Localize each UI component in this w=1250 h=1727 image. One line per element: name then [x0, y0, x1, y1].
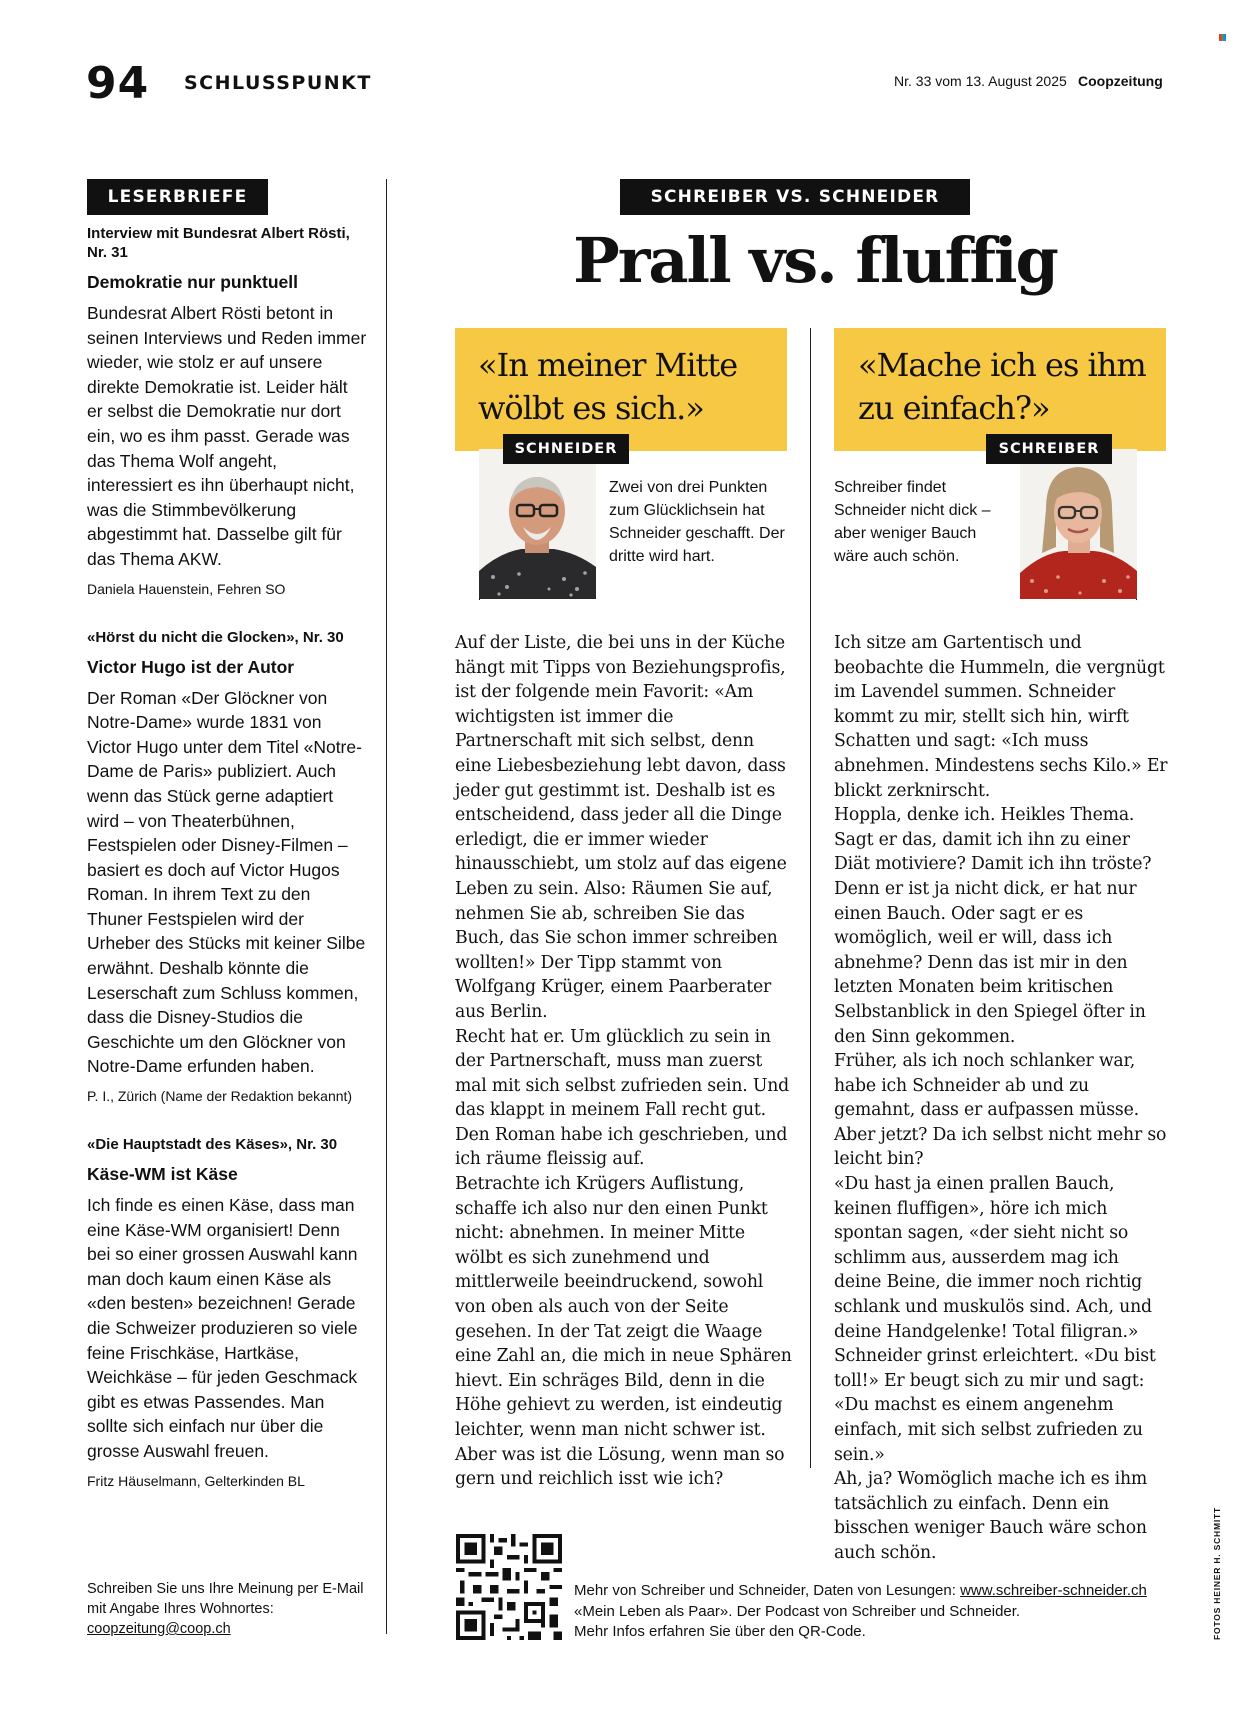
footer-text: Mehr von Schreiber und Schneider, Daten von Lesungen:: [574, 1582, 961, 1599]
letter-signature: Fritz Häuselmann, Gelterkinden BL: [87, 1472, 305, 1489]
paragraph: Recht hat er. Um glücklich zu sein in der Partnerschaft, muss man zuerst mal mit sich selbst zufrieden sein. Und das klappt in meinem Fall recht gut. Den Roman habe ich geschrieben, und ich räume fleissig auf.: [455, 1026, 790, 1170]
letters-label: LESERBRIEFE: [87, 179, 268, 215]
name-tag-schneider: SCHNEIDER: [503, 434, 629, 464]
color-mark-icon: [1219, 34, 1226, 41]
letter-reference: «Die Hauptstadt des Käses», Nr. 30: [87, 1136, 338, 1154]
contact-email-link[interactable]: coopzeitung@coop.ch: [87, 1621, 231, 1637]
photo-credit: FOTOS HEINER H. SCHMITT: [1212, 1507, 1222, 1640]
paragraph: «Du hast ja einen prallen Bauch, keinen fluffigen», höre ich mich spontan sagen, «der sieht nicht so schlimm aus, ausserdem mag ich deine Beine, die immer noch richtig schlank und muskulös sind. Ach, und deine Handgelenke! Total filigran.»: [834, 1174, 1152, 1342]
article-headline: Prall vs. fluffig: [573, 224, 1057, 297]
paragraph: Schneider grinst erleichtert. «Du bist toll!» Er beugt sich zu mir und sagt: «Du machst es einem angenehm einfach, mit sich selbst zufrieden zu sein.»: [834, 1346, 1156, 1465]
paragraph: Früher, als ich noch schlanker war, habe ich Schneider ab und zu gemahnt, dass er aufpassen müsse. Aber jetzt? Da ich selbst nicht mehr so leicht bin?: [834, 1051, 1167, 1170]
contact-text: Schreiben Sie uns Ihre Meinung per E-Mail mit Angabe Ihres Wohnortes:: [87, 1581, 364, 1617]
paragraph: Betrachte ich Krügers Auflistung, schaffe ich also nur den einen Punkt nicht: abnehmen. In meiner Mitte wölbt es sich zunehmend und mittlerweile beeindruckend, sowohl von oben als auch von der Seite gesehen. In der Tat zeigt die Waage eine Zahl an, die mich in neue Sphären hievt. Ein schräges Bild, denn in die Höhe gehievt zu werden, ist eindeutig leichter, wenn man nicht schwer ist. Aber was ist die Lösung, wenn man so gern und reichlich isst wie ich?: [455, 1174, 792, 1490]
letters-column: [87, 224, 367, 1520]
footer-text: «Mein Leben als Paar». Der Podcast von Schreiber und Schneider.: [574, 1602, 1021, 1620]
letter-reference: Interview mit Bundesrat Albert Rösti, Nr. 31: [87, 225, 350, 261]
letter-item: [87, 628, 367, 1106]
photo-caption-left: Zwei von drei Punkten zum Glücklichsein hat Schneider geschafft. Der dritte wird hart.: [609, 479, 785, 565]
photo-caption-right: Schreiber findet Schneider nicht dick – aber weniger Bauch wäre auch schön.: [834, 479, 991, 565]
letter-headline: Demokratie nur punktuell: [87, 272, 299, 292]
footer-text: Mehr Infos erfahren Sie über den QR-Code.: [574, 1623, 866, 1640]
letter-headline: Käse-WM ist Käse: [87, 1164, 238, 1185]
column-label: SCHREIBER VS. SCHNEIDER: [620, 179, 970, 215]
column-divider: [386, 179, 387, 1634]
qr-code-icon[interactable]: [456, 1534, 562, 1640]
footer-info: [574, 1581, 1174, 1643]
letter-item: [87, 224, 367, 598]
pull-quote-right: «Mache ich es ihm zu einfach?»: [858, 346, 1146, 427]
column-divider: [810, 328, 811, 1468]
paragraph: Auf der Liste, die bei uns in der Küche hängt mit Tipps von Beziehungsprofis, ist der folgende mein Favorit: «Am wichtigsten ist immer die Partnerschaft mit sich selbst, denn eine Liebesbeziehung lebt davon, dass jeder gut gestimmt ist. Deshalb ist es entscheidend, dass jeder all die Dinge erledigt, die er immer wieder hinausschiebt, um stolz auf das eigene Leben zu sein. Also: Räumen Sie auf, nehmen Sie ab, schreiben Sie das Buch, das Sie schon immer schreiben wollten!» Der Tipp stammt von Wolfgang Krüger, einem Paarberater aus Berlin.: [455, 633, 787, 1022]
letter-signature: P. I., Zürich (Name der Redaktion bekannt): [87, 1088, 353, 1105]
column-text-schreiber: [834, 631, 1170, 1566]
paragraph: Hoppla, denke ich. Heikles Thema. Sagt er das, damit ich ihn zu einer Diät motiviere? Damit ich ihn tröste? Denn er ist ja nicht dick, er hat nur einen Bauch. Oder sagt er es womöglich, weil er will, dass ich abnehme? Denn das ist mir in den letzten Monaten beim kritischen Selbstanblick in den Spiegel öfter in den Sinn gekommen.: [834, 805, 1152, 1047]
section-title: SCHLUSSPUNKT: [184, 72, 372, 94]
website-link[interactable]: www.schreiber-schneider.ch: [960, 1582, 1147, 1599]
letter-item: [87, 1135, 367, 1490]
pull-quote-left: «In meiner Mitte wölbt es sich.»: [478, 346, 738, 427]
contact-info: [87, 1579, 377, 1639]
name-tag-schreiber: SCHREIBER: [986, 434, 1112, 464]
issue-info: Nr. 33 vom 13. August 2025: [894, 73, 1067, 89]
letter-body: Bundesrat Albert Rösti betont in seinen Interviews und Reden immer wieder, wie stolz er auf unsere direkte Demokratie ist. Leider hält er selbst die Demokratie nur dort ein, wo es ihm passt. Gerade was das Thema Wolf angeht, interessiert es ihn überhaupt nicht, was die Stimmbevölkerung abgestimmt hat. Dasselbe gilt für das Thema AKW.: [87, 303, 367, 569]
letter-body: Ich finde es einen Käse, dass man eine Käse-WM organisiert! Denn bei so einer grossen Auswahl kann man doch kaum einen Käse als «den besten» bezeichnen! Gerade die Schweizer produzieren so viele feine Frischkäse, Hartkäse, Weichkäse – für jeden Geschmack gibt es etwas Passendes. Man sollte sich einfach nur über die grosse Auswahl freuen.: [87, 1195, 358, 1461]
portrait-schreiber: [1020, 449, 1137, 599]
letter-signature: Daniela Hauenstein, Fehren SO: [87, 580, 286, 597]
letter-body: Der Roman «Der Glöckner von Notre-Dame» wurde 1831 von Victor Hugo unter dem Titel «Notre-Dame de Paris» publiziert. Auch wenn das Stück gerne adaptiert wird – von Theaterbühnen, Festspielen oder Disney-Filmen – basiert es doch auf Victor Hugos Roman. In ihrem Text zu den Thuner Festspielen wird der Urheber des Stücks mit keiner Silbe erwähnt. Deshalb könnte die Leserschaft zum Schluss kommen, dass die Disney-Studios die Geschichte um den Glöckner von Notre-Dame erfunden haben.: [87, 687, 366, 1077]
letter-headline: Victor Hugo ist der Autor: [87, 656, 295, 677]
paragraph: Ah, ja? Womöglich mache ich es ihm tatsächlich zu einfach. Denn ein bisschen weniger Bauch wäre schon auch schön.: [834, 1469, 1148, 1563]
brand-name: Coopzeitung: [1078, 73, 1163, 89]
page-number: 94: [86, 58, 150, 109]
column-text-schneider: [455, 631, 795, 1492]
paragraph: Ich sitze am Gartentisch und beobachte die Hummeln, die vergnügt im Lavendel summen. Schneider kommt zu mir, stellt sich hin, wirft Schatten und sagt: «Ich muss abnehmen. Mindestens sechs Kilo.» Er blickt zerknirscht.: [834, 633, 1168, 801]
letter-reference: «Hörst du nicht die Glocken», Nr. 30: [87, 628, 344, 646]
portrait-schneider: [479, 449, 596, 599]
